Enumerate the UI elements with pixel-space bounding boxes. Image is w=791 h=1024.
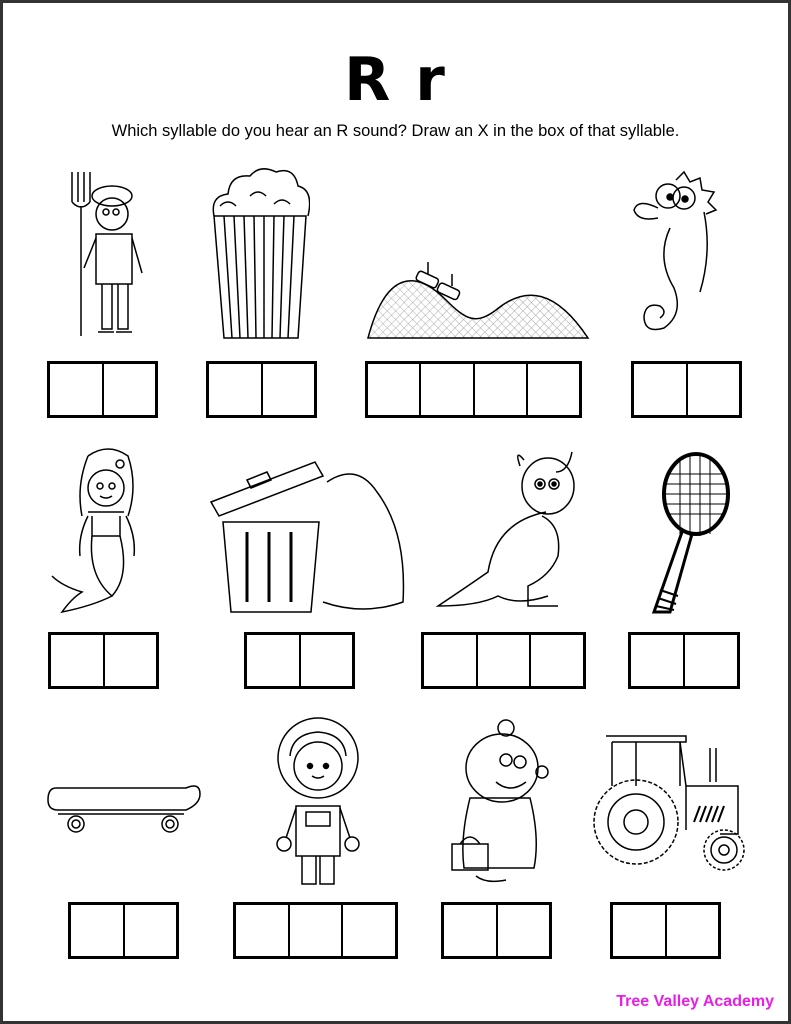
syllable-box[interactable]: [290, 905, 344, 956]
syllable-box[interactable]: [209, 364, 263, 415]
syllable-box[interactable]: [531, 635, 583, 686]
syllable-box[interactable]: [236, 905, 290, 956]
syllable-box[interactable]: [51, 635, 105, 686]
popcorn-icon: [210, 166, 310, 340]
syllable-box[interactable]: [421, 364, 474, 415]
page-title: R r: [344, 45, 447, 115]
syllable-box[interactable]: [478, 635, 532, 686]
mermaid-picture: [48, 446, 170, 618]
syllable-boxes-mermaid: [48, 632, 159, 689]
garbage-can-icon: [207, 452, 407, 618]
syllable-boxes-skateboard: [68, 902, 179, 959]
seahorse-picture: [630, 168, 738, 338]
skateboard-icon: [46, 780, 202, 836]
kangaroo-picture: [436, 446, 588, 618]
tennis-racquet-icon: [650, 450, 732, 618]
syllable-boxes-popcorn: [206, 361, 317, 418]
syllable-box[interactable]: [475, 364, 528, 415]
garbage-picture: [207, 452, 407, 618]
doctor-picture: [446, 716, 558, 886]
syllable-box[interactable]: [444, 905, 498, 956]
syllable-boxes-seahorse: [631, 361, 742, 418]
syllable-boxes-farmer: [47, 361, 158, 418]
syllable-box[interactable]: [613, 905, 667, 956]
instructions: Which syllable do you hear an R sound? Draw an X in the box of that syllable.: [111, 122, 680, 140]
syllable-box[interactable]: [631, 635, 685, 686]
syllable-box[interactable]: [343, 905, 395, 956]
syllable-box[interactable]: [263, 364, 315, 415]
syllable-box[interactable]: [71, 905, 125, 956]
syllable-box[interactable]: [688, 364, 740, 415]
syllable-box[interactable]: [424, 635, 478, 686]
tractor-icon: [590, 730, 746, 874]
racquet-picture: [650, 450, 732, 618]
doctor-icon: [446, 716, 558, 886]
syllable-box[interactable]: [634, 364, 688, 415]
astronaut-picture: [270, 716, 366, 888]
syllable-boxes-doctor: [441, 902, 552, 959]
syllable-box[interactable]: [104, 364, 156, 415]
syllable-box[interactable]: [368, 364, 421, 415]
mermaid-icon: [48, 446, 170, 618]
popcorn-picture: [210, 166, 310, 340]
syllable-boxes-racquet: [628, 632, 740, 689]
kangaroo-icon: [436, 446, 588, 618]
astronaut-icon: [270, 716, 366, 888]
syllable-boxes-astronaut: [233, 902, 398, 959]
roller-coaster-picture: [366, 230, 590, 340]
syllable-boxes-kangaroo: [421, 632, 586, 689]
farmer-picture: [62, 166, 148, 340]
syllable-box[interactable]: [105, 635, 157, 686]
syllable-boxes-garbage: [244, 632, 355, 689]
syllable-box[interactable]: [125, 905, 177, 956]
footer-credit: Tree Valley Academy: [616, 993, 774, 1010]
seahorse-icon: [630, 168, 738, 338]
syllable-box[interactable]: [685, 635, 737, 686]
syllable-box[interactable]: [301, 635, 353, 686]
syllable-box[interactable]: [667, 905, 719, 956]
roller-coaster-icon: [366, 230, 590, 340]
syllable-box[interactable]: [528, 364, 579, 415]
syllable-box[interactable]: [247, 635, 301, 686]
syllable-boxes-tractor: [610, 902, 721, 959]
syllable-box[interactable]: [50, 364, 104, 415]
syllable-box[interactable]: [498, 905, 550, 956]
tractor-picture: [590, 730, 746, 874]
farmer-icon: [62, 166, 148, 340]
skateboard-picture: [46, 780, 202, 836]
syllable-boxes-roller-coaster: [365, 361, 582, 418]
